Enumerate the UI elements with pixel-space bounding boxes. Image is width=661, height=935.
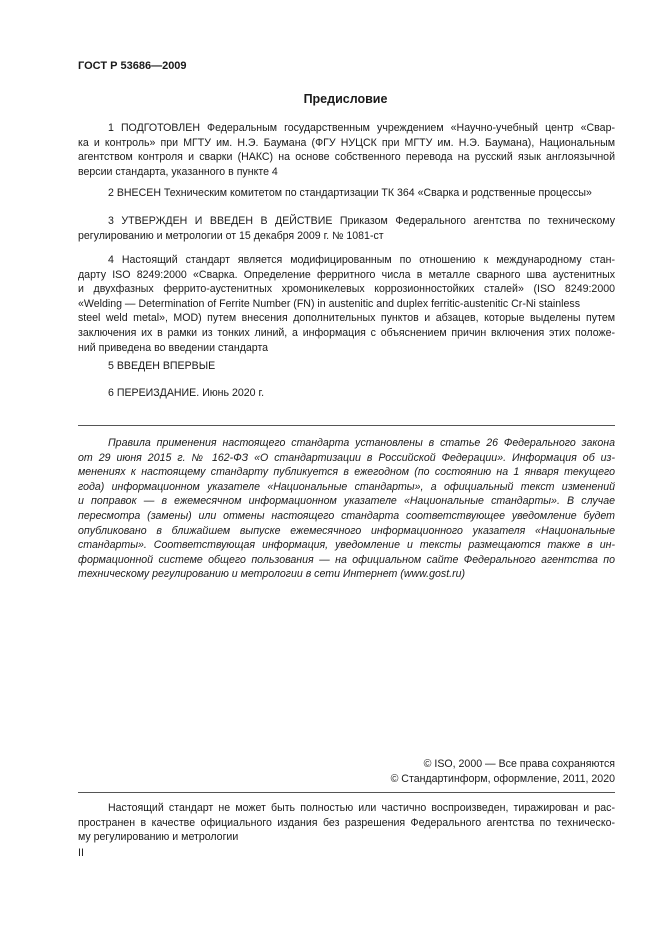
text-line: «Welding — Determination of Ferrite Number (FN) in austenitic and duplex ferritic-austenitic Cr-Ni stainless bbox=[78, 297, 581, 310]
text-line: стандарты». Соответствующая информация, уведомление и тексты размещаются также в ин- bbox=[78, 539, 615, 552]
text-line: опубликовано в ближайшем выпуске ежемесячного информационного указателя «Национальные bbox=[78, 524, 615, 537]
text-line: 3 УТВЕРЖДЕН И ВВЕДЕН В ДЕЙСТВИЕ Приказом Федерального агентства по техническому bbox=[108, 215, 615, 227]
text-line: Настоящий стандарт не может быть полностью или частично воспроизведен, тиражирован и рас- bbox=[108, 802, 615, 814]
text-line: и поправок — в ежемесячном информационном указателе «Национальные стандарты». В случае bbox=[78, 495, 615, 508]
text-line: 4 Настоящий стандарт является модифицированным по отношению к международному стан- bbox=[108, 254, 615, 266]
text-line: дарту ISO 8249:2000 «Сварка. Определение ферритного числа в металле сварного шва аустенитных bbox=[78, 268, 615, 281]
divider-line bbox=[78, 792, 615, 793]
page-number: II bbox=[78, 847, 84, 859]
text-line: ка и контроль» при МГТУ им. Н.Э. Баумана (ФГУ НУЦСК при МГТУ им. Н.Э. Баумана), Национальным bbox=[78, 136, 615, 149]
copyright-iso: © ISO, 2000 — Все права сохраняются bbox=[423, 758, 615, 770]
foreword-item-3 bbox=[78, 214, 615, 243]
text-line: 2 ВНЕСЕН Техническим комитетом по стандартизации ТК 364 «Сварка и родственные процессы» bbox=[108, 187, 592, 199]
divider-line bbox=[78, 425, 615, 426]
text-line: и двухфазных феррито-аустенитных хромоникелевых коррозионностойких сталей» (ISO 8249:2000 bbox=[78, 283, 615, 296]
text-line: менениях к настоящему стандарту публикуется в ежегодном (по состоянию на 1 января текущего bbox=[78, 466, 615, 479]
text-line: 1 ПОДГОТОВЛЕН Федеральным государственным учреждением «Научно-учебный центр «Свар- bbox=[108, 122, 615, 134]
text-line: му регулированию и метрологии bbox=[78, 831, 239, 844]
text-line: steel weld metal», MOD) путем внесения дополнительных пунктов и абзацев, которые выделены путем bbox=[78, 312, 615, 325]
foreword-item-5 bbox=[78, 359, 615, 374]
copyright-standartinform: © Стандартинформ, оформление, 2011, 2020 bbox=[390, 773, 615, 785]
text-line: года) информационном указателе «Национальные стандарты», а официальный текст изменений bbox=[78, 480, 615, 493]
text-line: заключения их в рамки из тонких линий, а информация с объяснением причин включения этих положе- bbox=[78, 326, 615, 339]
text-line: 5 ВВЕДЕН ВПЕРВЫЕ bbox=[108, 360, 216, 372]
foreword-item-1 bbox=[78, 121, 615, 179]
text-line: от 29 июня 2015 г. № 162-ФЗ «О стандартизации в Российской Федерации». Информация об из- bbox=[78, 451, 615, 464]
text-line: пересмотра (замены) или отмены настоящего стандарта соответствующее уведомление будет bbox=[78, 509, 615, 522]
foreword-item-2 bbox=[78, 186, 615, 201]
text-line: 6 ПЕРЕИЗДАНИЕ. Июнь 2020 г. bbox=[108, 387, 265, 399]
text-line: Правила применения настоящего стандарта установлены в статье 26 Федерального закона bbox=[108, 437, 615, 449]
text-line: агентством контроля и сварки (НАКС) на основе собственного перевода на русский язык англоязычной bbox=[78, 151, 615, 164]
text-line: ний приведена во введении стандарта bbox=[78, 341, 269, 354]
reproduction-notice bbox=[78, 801, 615, 845]
text-line: пространен в качестве официального издания без разрешения Федерального агентства по техническо- bbox=[78, 816, 615, 829]
text-line: версии стандарта, указанного в пункте 4 bbox=[78, 165, 278, 178]
text-line: формационной системе общего пользования — на официальном сайте Федерального агентства по bbox=[78, 553, 615, 566]
foreword-item-4 bbox=[78, 253, 615, 355]
document-id: ГОСТ Р 53686—2009 bbox=[78, 60, 187, 72]
text-line: регулированию и метрологии от 15 декабря 2009 г. № 1081-ст bbox=[78, 229, 384, 242]
section-title: Предисловие bbox=[303, 92, 388, 106]
application-notice bbox=[78, 436, 615, 582]
text-line: техническому регулированию и метрологии в сети Интернет (www.gost.ru) bbox=[78, 568, 466, 581]
foreword-item-6 bbox=[78, 386, 615, 401]
